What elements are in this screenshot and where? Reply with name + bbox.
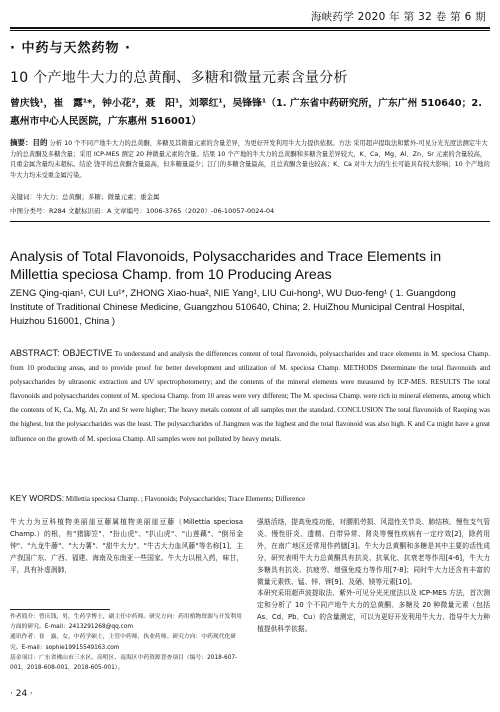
chinese-title: 10 个产地牛大力的总黄酮、多糖和微量元素含量分析	[10, 70, 348, 86]
header-rule-thick	[10, 27, 490, 29]
header-rule-thin	[10, 30, 490, 31]
english-abstract	[10, 346, 490, 446]
chinese-abstract-text: 分析 10 个不同产地牛大力的总黄酮、多糖及其微量元素的含量差异，为更好开发利用牛大力提供依据。方法 采用超声提取法和紫外-可见分光光度法测定牛大力的总黄酮及多糖含量；采用 ICP-MES 测定 20 种微量元素的含量。结果 10 个产地的牛大力的总黄酮和多糖含量差异较大，K、Ca、Mg、Al、Zn、Sr 元素的含量较高，且重金属含量均未超标。结论 饶平的总黄酮含量最高，但多糖量最少；江门的多糖含量最高，且总黄酮含量也较高；K、Ca 对牛大力的生长可能具有较大影响；10 个产地的牛大力均未受重金属污染。	[10, 140, 490, 179]
section-heading: · 中药与天然药物 ·	[10, 41, 131, 56]
author-footnote: 作者简介：曾庆钱，男，生药学博士，副主任中药师。研究方向：药用植物资源与开发利用方面的研究。E-mail：2413291268@qq.com 通讯作者：崔 露，女，中药学硕士，主管中药师，执业药师。研究方向：中药现代化研究。E-mail：sophie19915549163.com 基金项目：广东省佛山市三水区、高明区、南海区中药资源普查项目（编号：2018-607-001，2018-608-001，2018-605-001）。	[10, 614, 242, 672]
english-authors-affiliation: ZENG Qing-qian¹, CUI Lu¹*, ZHONG Xiao-hua², NIE Yang¹, LIU Cui-hong¹, WU Duo-feng¹ ( 1. Guangdong Institute of Traditional Chinese Medicine, Guangzhou 510640, China; 2. HuiZhou Municipal Central Hospital, Huizhou 516001, China )	[10, 288, 465, 327]
section-divider	[10, 221, 490, 222]
chinese-keywords: 关键词：牛大力；总黄酮；多糖；微量元素；重金属	[10, 193, 160, 201]
journal-header	[0, 0, 500, 30]
english-keywords-label: KEY WORDS:	[10, 493, 65, 503]
chinese-abstract-label: 摘要：目的	[10, 138, 48, 147]
page-number: · 24 ·	[10, 689, 33, 699]
english-abstract-label: ABSTRACT: OBJECTIVE	[10, 348, 113, 358]
english-abstract-text: To understand and analysis the differences content of total flavonoids, polysaccharides and trace elements in M. speciosa Champ. from 10 producing areas, and to provide proof for better development and utilization of M. speciosa Champ. METHODS Determinate the total flavonoids and polysaccharides by ultrasonic extraction and UV spectrophotometry; and the contents of the mineral elements were measured by ICP-MES. RESULTS The total flavonoids and polysaccharides content of M. speciosa Champ. from 10 areas were very different; The M. speciosa Champ. were rich in mineral elements, among which the contents of K, Ca, Mg, Al, Zn and Sr were higher; The heavy metals content of all samples met the standard. CONCLUSION The total flavonoids of Raoping was the highest, but the polysaccharides was the least. The polysaccharides of Jiangmen was the highest and the total flavonoid was also high. K and Ca might have a great influence on the growth of M. speciosa Champ. All samples were not polluted by heavy metals.	[10, 350, 490, 443]
body-text-right-column: 强筋活络，提高免疫功能，对腰肌劳损、风湿性关节炎、肺结核、慢性支气管炎、慢性肝炎、遗精、白带异常、肾炎等慢性疾病有一定疗效[2]，除药用外，在南广地区还常用作药膳[3]。牛大力总黄酮和多糖是其中主要的活性成分，研究表明牛大力总黄酮具有抗炎、抗氧化、抗衰老等作用[4-6]，牛大力多糖具有抗炎、抗疲劳、增强免疫力等作用[7-8]；同时牛大力还含有丰富的微量元素铁、锰、锌、钾[9]、及硒、镁等元素[10]。 本研究采用超声波提取法、紫外-可见分光光度法以及 ICP-MES 方法，首次测定和分析了 10 个不同产地牛大力的总黄酮、多糖及 20 种微量元素（包括 As、Cd、Pb、Cu）的含量测定，可以为更好开发利用牛大力、指导牛大力种植提供科学依据。	[257, 518, 490, 634]
chinese-classification: 中图分类号：R284 文献标识码：A 文章编号：1006-3765（2020）-06-10057-0024-04	[10, 207, 275, 215]
english-keywords-text: Millettia speciosa Champ. ; Flavonoids; Polysaccharides; Trace Elements; Difference	[64, 495, 306, 503]
english-title: Analysis of Total Flavonoids, Polysaccharides and Trace Elements in Millettia speciosa Champ. from 10 Producing Areas	[10, 249, 442, 283]
chinese-authors-affiliation: 曾庆钱¹，崔 露¹*，钟小花²，聂 阳¹，刘翠红¹，吴锋锋¹（1. 广东省中药研究所，广东广州 510640；2. 惠州市中心人民医院，广东惠州 516001）	[10, 98, 482, 127]
chinese-abstract	[10, 138, 490, 181]
journal-issue-line: 海峡药学 2020 年 第 32 卷 第 6 期	[310, 11, 486, 23]
footnote-rule	[10, 609, 110, 610]
body-text-left-column: 牛大力为豆科植物美丽崖豆藤属植物美丽崖豆藤（Millettia speciosa Champ.）的根，有"猪脚笠"、"扮山虎"、"扒山虎"、"山莲藕"、"倒吊金钟"、"九龙牛藤"、"大力薯"、"甜牛大力"、"牛古大力血风藤"等名称[1]，主产我国广东、广西、福建、海南及东南亚一些国家。牛大力以根入药，味甘，平，具有补虚润肺，	[10, 518, 243, 574]
english-keywords	[10, 493, 305, 503]
